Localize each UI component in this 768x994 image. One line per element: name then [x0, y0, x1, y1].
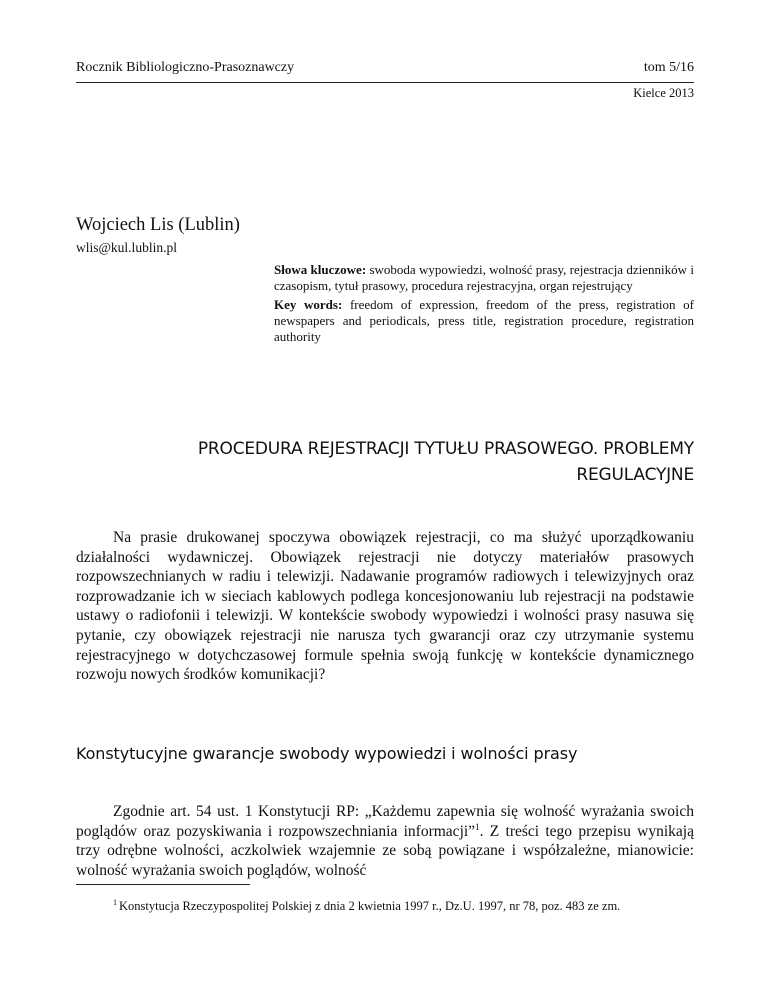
keywords-english: [274, 297, 694, 345]
footnote-rule: [76, 884, 250, 885]
header-rule: [76, 82, 694, 83]
keywords-english-text: freedom of expression, freedom of the press, registration of newspapers and periodicals, press title, registration procedure, registration authority: [274, 297, 694, 344]
place-year: Kielce 2013: [633, 86, 694, 100]
footnote: [76, 898, 694, 915]
body-paragraph: [76, 802, 694, 880]
keywords-block: [274, 262, 694, 345]
footnote-number: 1: [113, 897, 117, 907]
author-email: wlis@kul.lublin.pl: [76, 240, 177, 255]
volume-number: tom 5/16: [643, 60, 694, 75]
running-head: [76, 60, 694, 80]
footnote-text: Konstytucja Rzeczypospolitej Polskiej z dnia 2 kwietnia 1997 r., Dz.U. 1997, nr 78, poz. 483 ze zm.: [119, 899, 621, 913]
article-title-line-2: REGULACYJNE: [576, 465, 694, 485]
article-title: [120, 436, 694, 488]
journal-name: Rocznik Bibliologiczno-Prasoznawczy: [76, 60, 295, 75]
footnote-reference: 1: [475, 821, 480, 832]
body-text-part-2: . Z treści tego przepisu wynikają trzy odrębne wolności, aczkolwiek wzajemnie ze sobą powiązane i współzależne, mianowicie: wolność wyrażania swoich poglądów, wolność: [76, 822, 694, 879]
body-text-part-1: Zgodnie art. 54 ust. 1 Konstytucji RP: „Każdemu zapewnia się wolność wyrażania swoich poglądów oraz pozyskiwania i rozpowszechniania informacji”: [76, 803, 694, 840]
keywords-english-label: Key words:: [274, 297, 343, 312]
keywords-polish-label: Słowa kluczowe:: [274, 262, 367, 277]
keywords-polish-text: swoboda wypowiedzi, wolność prasy, rejestracja dzienników i czasopism, tytuł prasowy, procedura rejestracyjna, organ rejestrujący: [274, 262, 694, 293]
author-name: Wojciech Lis (Lublin): [76, 215, 240, 235]
keywords-polish: [274, 262, 694, 294]
section-heading: Konstytucyjne gwarancje swobody wypowiedzi i wolności prasy: [76, 744, 578, 763]
article-title-line-1: PROCEDURA REJESTRACJI TYTUŁU PRASOWEGO. PROBLEMY: [197, 439, 694, 459]
abstract: Na prasie drukowanej spoczywa obowiązek rejestracji, co ma służyć uporządkowaniu działalności wydawniczej. Obowiązek rejestracji nie dotyczy materiałów prasowych rozpowszechnianych w radiu i telewizji. Nadawanie programów radiowych i telewizyjnych oraz rozprowadzanie ich w sieciach kablowych podlega koncesjonowaniu lub rejestracji na podstawie ustawy o radiofonii i telewizji. W kontekście swobody wypowiedzi i wolności prasy nasuwa się pytanie, czy obowiązek rejestracji nie narusza tych gwarancji oraz czy utrzymanie systemu rejestracyjnego w dotychczasowej formule spełnia swoją funkcję w kontekście dynamicznego rozwoju nowych środków komunikacji?: [76, 529, 694, 684]
